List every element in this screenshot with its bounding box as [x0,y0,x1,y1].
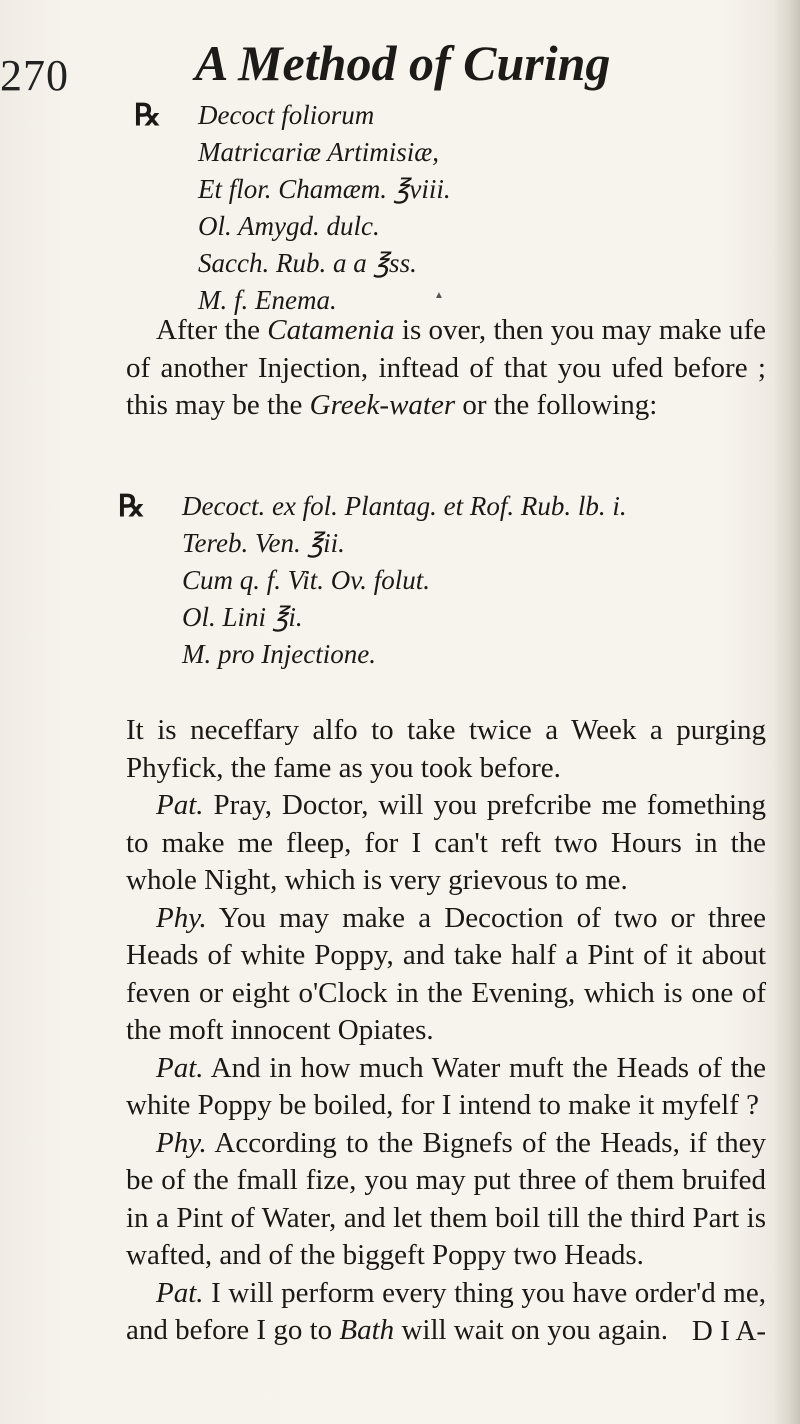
recipe-line: M. pro Injectione. [182,639,376,669]
recipe-line: Tereb. Ven. ℥ii. [182,528,345,558]
recipe-line: Matricariæ Artimisiæ, [198,137,440,167]
dialogue-section [126,712,766,1350]
recipe-symbol: ℞ [134,99,161,132]
prescription-enema [134,97,451,319]
turn-text: Pray, Doctor, will you prefcribe me fomething to make me fleep, for I can't reft two Hours in the whole Night, which is very grievous to me. [126,789,766,896]
ornament-mark: ▲ [434,290,444,301]
speaker-label: Pat. [156,1051,204,1084]
recipe-symbol: ℞ [118,490,145,523]
dialogue-turn [126,1050,766,1125]
turn-text: According to the Bignefs of the Heads, if they be of the fmall fize, you may put three of them bruifed in a Pint of Water, and let them boil till the third Part is wafted, and of the biggeft Poppy two Heads. [126,1126,766,1271]
recipe-line: M. f. Enema. [198,285,337,315]
text-emphasis: Catamenia [267,314,395,346]
recipe-line: Ol. Amygd. dulc. [198,211,380,241]
speaker-label: Phy. [156,1126,207,1159]
prescription-injection [118,488,627,673]
recipe-line: Sacch. Rub. a a ℥ss. [198,248,417,278]
recipe-line: Et flor. Chamæm. ℥viii. [198,174,451,204]
recipe-line: Decoct foliorum [198,100,375,130]
turn-text: You may make a Decoction of two or three Heads of white Poppy, and take half a Pint of it about feven or eight o'Clock in the Evening, which is one of the moft innocent Opiates. [126,901,766,1046]
turn-text: will wait on you again. [394,1314,669,1346]
text-run: After the [156,314,268,346]
turn-text: And in how much Water muft the Heads of the white Poppy be boiled, for I intend to make it myfelf ? [126,1051,766,1121]
running-title: A Method of Curing [195,35,611,91]
dialogue-turn [126,900,766,1050]
page-edge-shadow [772,0,800,1424]
page-number: 270 [0,51,69,100]
recipe-line: Ol. Lini ℥i. [182,602,303,632]
turn-text: I will perform every thing you have order'd me, and before I go to [126,1276,766,1346]
paragraph-injection [126,312,766,425]
intro-paragraph: It is neceffary alfo to take twice a Week a purging Phyfick, the fame as you took before. [126,714,766,784]
text-run: is over, then you may make ufe of another Injection, inftead of that you ufed before ; this may be the [126,314,766,421]
speaker-label: Pat. [156,789,204,821]
dialogue-turn [126,1275,766,1350]
text-emphasis: Bath [339,1314,395,1346]
dialogue-turn [126,787,766,900]
catchword: D I A- [691,1315,766,1347]
speaker-label: Pat. [156,1276,204,1309]
text-run: or the following: [455,389,658,421]
speaker-label: Phy. [156,901,207,934]
recipe-line: Cum q. f. Vit. Ov. folut. [182,565,430,595]
recipe-line: Decoct. ex fol. Plantag. et Rof. Rub. lb. i. [182,491,627,521]
dialogue-turn [126,1125,766,1275]
text-emphasis: Greek-water [309,389,456,421]
